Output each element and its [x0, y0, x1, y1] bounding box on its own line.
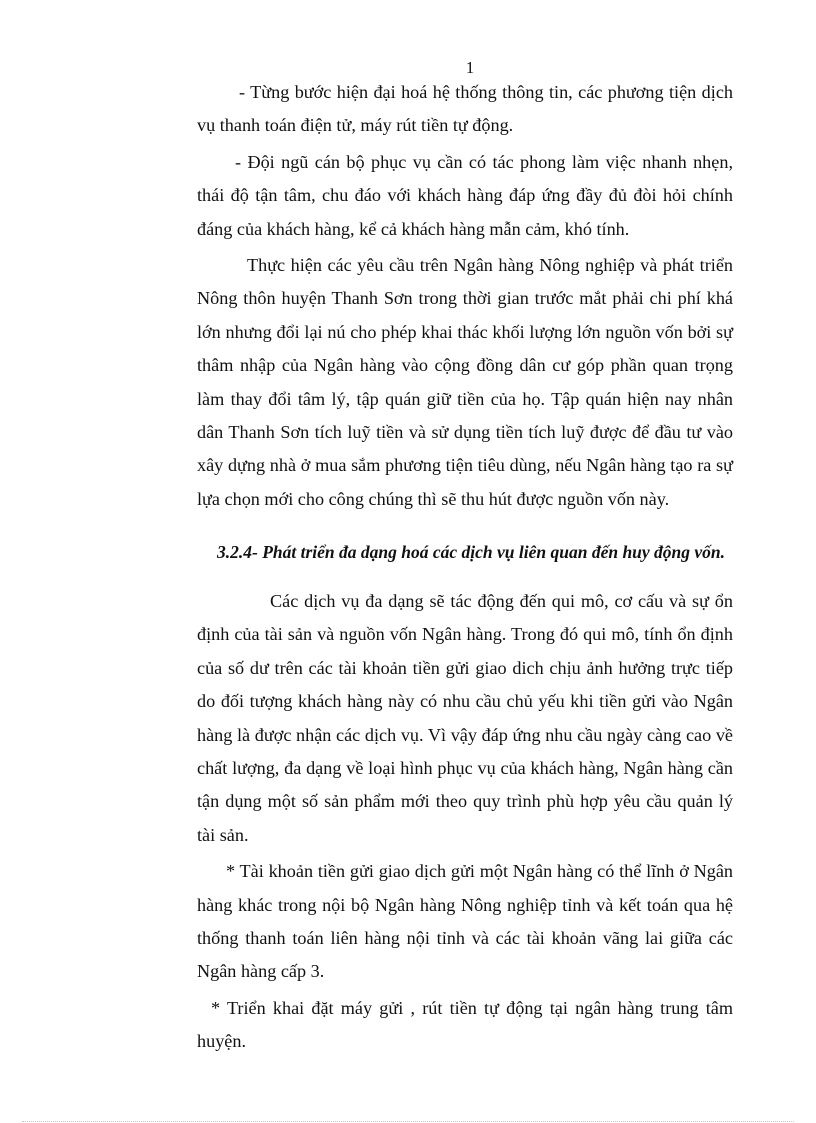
paragraph-bullet-staff: - Đội ngũ cán bộ phục vụ cần có tác phong làm việc nhanh nhẹn, thái độ tận tâm, chu đáo với khách hàng đáp ứng đầy đủ đòi hỏi chính đáng của khách hàng, kể cả khách hàng mẫn cảm, khó tính.: [197, 151, 733, 239]
section-heading-text: 3.2.4- Phát triển đa dạng hoá các dịch vụ liên quan đến huy động vốn.: [217, 542, 726, 562]
body-text-bottom: [197, 585, 733, 1059]
paragraph-atm: * Triển khai đặt máy gửi , rút tiền tự động tại ngân hàng trung tâm huyện.: [197, 997, 733, 1052]
body-text-top: [197, 76, 733, 516]
paragraph-deposit-account: * Tài khoản tiền gửi giao dịch gửi một Ngân hàng có thể lĩnh ở Ngân hàng khác trong nội bộ Ngân hàng Nông nghiệp tỉnh và kết toán qua hệ thống thanh toán liên hàng nội tỉnh và các tài khoản vãng lai giữa các Ngân hàng cấp 3.: [197, 861, 733, 982]
page-bottom-divider: [22, 1121, 794, 1122]
paragraph-bullet-modernize: - Từng bước hiện đại hoá hệ thống thông tin, các phương tiện dịch vụ thanh toán điện tử, máy rút tiền tự động.: [197, 82, 733, 136]
paragraph-implementation: Thực hiện các yêu cầu trên Ngân hàng Nông nghiệp và phát triển Nông thôn huyện Thanh Sơn trong thời gian trước mắt phải chi phí khá lớn nhưng đổi lại nú cho phép khai thác khối lượng lớn nguồn vốn bởi sự thâm nhập của Ngân hàng vào cộng đồng dân cư góp phần quan trọng làm thay đổi tâm lý, tập quán giữ tiền của họ. Tập quán hiện nay nhân dân Thanh Sơn tích luỹ tiền và sử dụng tiền tích luỹ được để đầu tư vào xây dựng nhà ở mua sắm phương tiện tiêu dùng, nếu Ngân hàng tạo ra sự lựa chọn mới cho công chúng thì sẽ thu hút được nguồn vốn này.: [197, 255, 733, 509]
paragraph-services: Các dịch vụ đa dạng sẽ tác động đến qui mô, cơ cấu và sự ổn định của tài sản và nguồn vốn Ngân hàng. Trong đó qui mô, tính ổn định của số dư trên các tài khoản tiền gửi giao dich chịu ảnh hưởng trực tiếp do đối tượng khách hàng này có nhu cầu chủ yếu khi tiền gửi vào Ngân hàng là được nhận các dịch vụ. Vì vậy đáp ứng nhu cầu ngày càng cao về chất lượng, đa dạng về loại hình phục vụ của khách hàng, Ngân hàng cần tận dụng một số sản phẩm mới theo quy trình phù hợp yêu cầu quản lý tài sản.: [197, 591, 733, 845]
page-number: 1: [465, 58, 475, 77]
section-heading: [193, 543, 741, 561]
